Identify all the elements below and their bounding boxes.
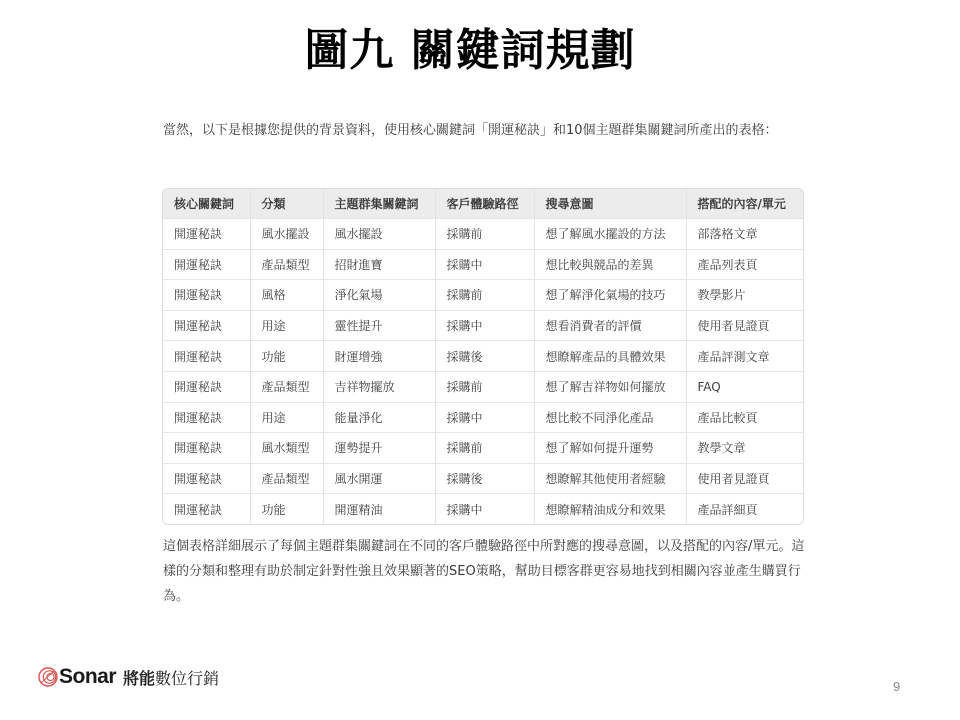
table-cell: 使用者見證頁 [686,463,803,494]
table-header-row [163,189,803,219]
table-cell: 想了解風水擺設的方法 [534,219,686,250]
table-cell: 淨化氣場 [323,280,435,311]
table-cell: 靈性提升 [323,310,435,341]
column-header: 搭配的內容/單元 [686,189,803,219]
table-cell: 產品類型 [250,371,323,402]
table-cell: 開運秘訣 [163,463,250,494]
table-cell: 功能 [250,494,323,524]
table-cell: 能量淨化 [323,402,435,433]
table-cell: 產品類型 [250,463,323,494]
keyword-planning-table [163,189,803,524]
table-cell: 採購後 [435,341,534,372]
table-cell: 開運秘訣 [163,494,250,524]
brand-cn-bold: 將能 [123,668,156,688]
summary-paragraph: 這個表格詳細展示了每個主題群集關鍵詞在不同的客戶體驗路徑中所對應的搜尋意圖，以及搭配的內容/單元。這樣的分類和整理有助於制定針對性強且效果顯著的SEO策略，幫助目標客群更容易地找到相關內容並產生購買行為。 [163,539,805,604]
table-cell: 想了解吉祥物如何擺放 [534,371,686,402]
table-cell: 用途 [250,310,323,341]
table-cell: 想看消費者的評價 [534,310,686,341]
table-cell: 開運秘訣 [163,280,250,311]
column-header: 主題群集關鍵詞 [323,189,435,219]
column-header: 搜尋意圖 [534,189,686,219]
table-cell: 採購前 [435,433,534,464]
table-cell: 開運秘訣 [163,402,250,433]
table-cell: 風水開運 [323,463,435,494]
column-header: 客戶體驗路徑 [435,189,534,219]
table-cell: 想瞭解產品的具體效果 [534,341,686,372]
table-cell: 招財進寶 [323,249,435,280]
table-cell: 開運秘訣 [163,433,250,464]
table-cell: 開運秘訣 [163,371,250,402]
table-row [163,371,803,402]
table-cell: 採購後 [435,463,534,494]
table-cell: 採購中 [435,494,534,524]
table-cell: 採購中 [435,402,534,433]
table-cell: FAQ [686,371,803,402]
table-cell: 用途 [250,402,323,433]
table-cell: 採購前 [435,280,534,311]
brand-chinese-name [123,666,219,689]
table-cell: 採購中 [435,249,534,280]
table-row [163,433,803,464]
table-cell: 風水類型 [250,433,323,464]
slide-title: 圖九 關鍵詞規劃 [304,25,636,76]
table-cell: 採購前 [435,371,534,402]
brand-cn-rest: 數位行銷 [155,668,220,688]
table-cell: 風格 [250,280,323,311]
table-body [163,219,803,524]
brand-logo [38,663,219,691]
table-cell: 想比較與競品的差異 [534,249,686,280]
table-cell: 想了解淨化氣場的技巧 [534,280,686,311]
table-cell: 產品列表頁 [686,249,803,280]
intro-paragraph: 當然，以下是根據您提供的背景資料，使用核心關鍵詞「開運秘訣」和10個主題群集關鍵詞所產出的表格： [163,123,778,138]
table-cell: 產品評測文章 [686,341,803,372]
table-row [163,219,803,250]
brand-name: Sonar [59,665,117,688]
table-cell: 產品類型 [250,249,323,280]
table-cell: 開運精油 [323,494,435,524]
table-cell: 產品比較頁 [686,402,803,433]
table-cell: 教學文章 [686,433,803,464]
table-cell: 部落格文章 [686,219,803,250]
table-cell: 運勢提升 [323,433,435,464]
keyword-table-container [162,188,804,525]
table-cell: 開運秘訣 [163,341,250,372]
table-row [163,402,803,433]
table-cell: 想瞭解精油成分和效果 [534,494,686,524]
table-cell: 風水擺設 [323,219,435,250]
table-cell: 想瞭解其他使用者經驗 [534,463,686,494]
column-header: 分類 [250,189,323,219]
table-row [163,249,803,280]
table-cell: 產品詳細頁 [686,494,803,524]
table-cell: 採購前 [435,219,534,250]
table-row [163,494,803,524]
table-cell: 想了解如何提升運勢 [534,433,686,464]
column-header: 核心關鍵詞 [163,189,250,219]
table-cell: 使用者見證頁 [686,310,803,341]
sonar-rings-icon [38,667,58,687]
table-row [163,341,803,372]
page-number: 9 [893,679,901,694]
table-row [163,280,803,311]
table-cell: 財運增強 [323,341,435,372]
table-cell: 風水擺設 [250,219,323,250]
table-cell: 開運秘訣 [163,310,250,341]
table-cell: 教學影片 [686,280,803,311]
table-cell: 開運秘訣 [163,219,250,250]
table-row [163,463,803,494]
table-cell: 想比較不同淨化產品 [534,402,686,433]
table-cell: 吉祥物擺放 [323,371,435,402]
table-cell: 功能 [250,341,323,372]
table-cell: 採購中 [435,310,534,341]
table-row [163,310,803,341]
table-cell: 開運秘訣 [163,249,250,280]
